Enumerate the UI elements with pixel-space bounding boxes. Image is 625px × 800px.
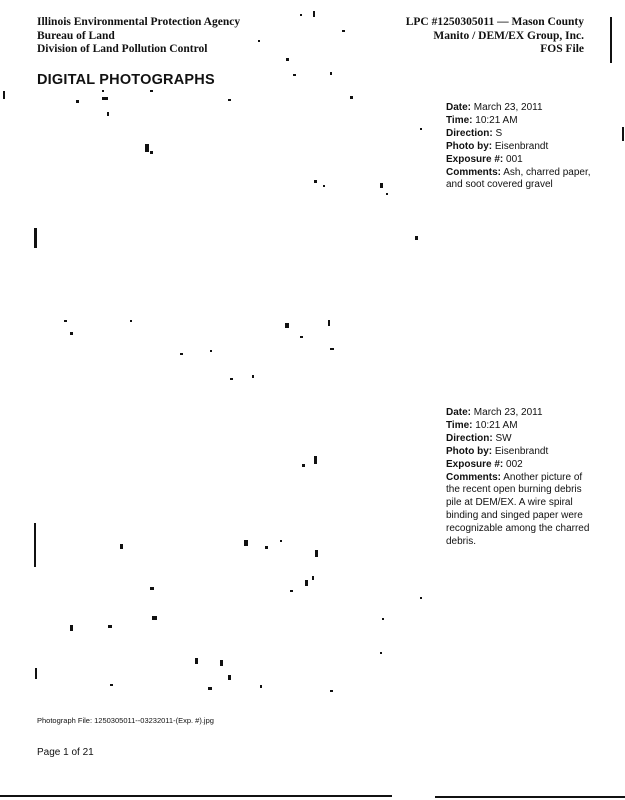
date-row: Date: March 23, 2011 [446,407,543,418]
photo-1 [30,88,435,388]
file-type: FOS File [540,43,584,55]
photo-by-row: Photo by: Eisenbrandt [446,140,549,152]
photo-file-name: Photograph File: 1250305011--03232011-(Exp. #).jpg [37,716,214,725]
time-row: Time: 10:21 AM [446,114,518,126]
photo-info-1 [446,102,596,192]
page-number: Page 1 of 21 [37,747,94,758]
date-row: Date: March 23, 2011 [446,102,543,113]
exposure-row: Exposure #: 002 [446,458,523,470]
bureau-name: Bureau of Land [37,29,115,42]
direction-row: Direction: SW [446,432,512,444]
photo-info-2 [446,407,596,549]
direction-row: Direction: S [446,127,503,139]
site-name: Manito / DEM/EX Group, Inc. [433,29,584,42]
comments-row: Comments: Another picture of the recent open burning debris pile at DEM/EX. A wire spiral binding and singed paper were recognizable among the charred debris. [446,471,590,548]
site-header [406,16,584,57]
page-title: DIGITAL PHOTOGRAPHS [37,72,215,86]
agency-header [37,16,240,57]
photo-by-row: Photo by: Eisenbrandt [446,445,549,457]
photo-2 [30,400,435,700]
agency-name: Illinois Environmental Protection Agency [37,16,241,28]
comments-row: Comments: Ash, charred paper, and soot covered gravel [446,166,591,191]
time-row: Time: 10:21 AM [446,419,518,431]
exposure-row: Exposure #: 001 [446,153,523,165]
lpc-number: LPC #1250305011 — Mason County [405,16,584,28]
division-name: Division of Land Pollution Control [37,43,208,55]
